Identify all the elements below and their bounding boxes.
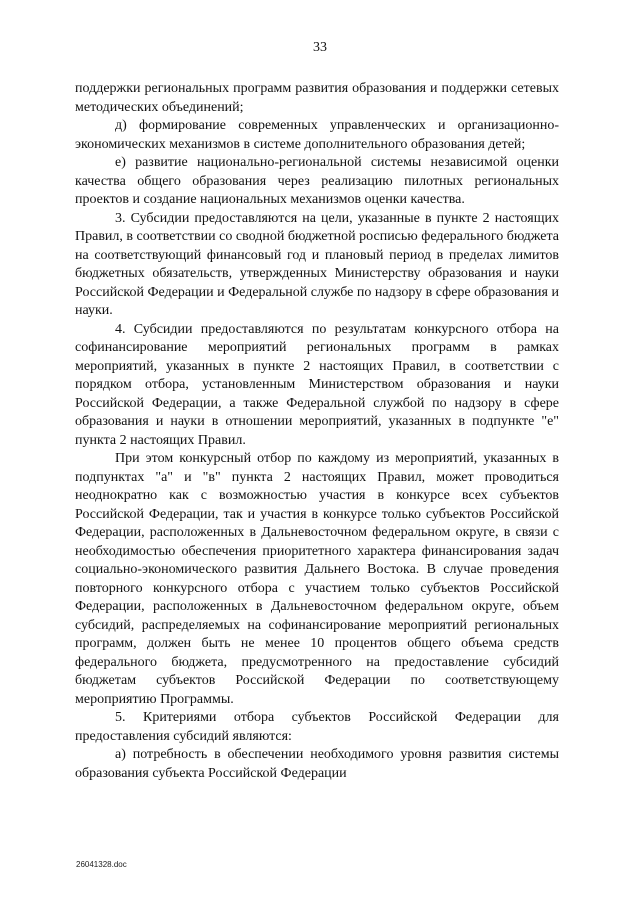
paragraph: 4. Субсидии предоставляются по результатам конкурсного отбора на софинансирование мероприятий региональных программ в рамках мероприятий, указанных в пункте 2 настоящих Правил, в соответствии с порядком отбора, установленным Министерством образования и науки Российской Федерации, а также Федеральной службой по надзору в сфере образования и науки в отношении мероприятий, указанных в подпункте "е" пункта 2 настоящих Правил. bbox=[75, 321, 559, 448]
paragraph: д) формирование современных управленческих и организационно-экономических механизмов в системе дополнительного образования детей; bbox=[75, 118, 559, 152]
paragraph: поддержки региональных программ развития образования и поддержки сетевых методических объединений; bbox=[75, 81, 559, 115]
page-number: 33 bbox=[313, 40, 327, 55]
paragraph: а) потребность в обеспечении необходимого уровня развития системы образования субъекта Российской Федерации bbox=[75, 747, 559, 781]
paragraph: 5. Критериями отбора субъектов Российской Федерации для предоставления субсидий являются: bbox=[75, 710, 559, 744]
file-name-footer: 26041328.doc bbox=[76, 860, 127, 869]
paragraph: е) развитие национально-региональной системы независимой оценки качества общего образования через реализацию пилотных региональных проектов и создание национальных механизмов оценки качества. bbox=[75, 155, 559, 207]
paragraph: 3. Субсидии предоставляются на цели, указанные в пункте 2 настоящих Правил, в соответствии со сводной бюджетной росписью федерального бюджета на соответствующий финансовый год и плановый период в пределах лимитов бюджетных обязательств, утвержденных Министерству образования и науки Российской Федерации и Федеральной службе по надзору в сфере образования и науки. bbox=[75, 210, 559, 318]
paragraph: При этом конкурсный отбор по каждому из мероприятий, указанных в подпунктах "а" и "в" пункта 2 настоящих Правил, может проводиться неоднократно как с возможностью участия в конкурсе всех субъектов Российской Федерации, так и участия в конкурсе только субъектов Российской Федерации, расположенных в Дальневосточном федеральном округе, в связи с необходимостью обеспечения приоритетного характера финансирования задач социально-экономического развития Дальнего Востока. В случае проведения повторного конкурсного отбора с участием только субъектов Российской Федерации, расположенных в Дальневосточном федеральном округе, объем субсидий, распределяемых на софинансирование мероприятий региональных программ, должен быть не менее 10 процентов общего объема средств федерального бюджета, предусмотренного на предоставление субсидий бюджетам субъектов Российской Федерации по соответствующему мероприятию Программы. bbox=[75, 451, 559, 707]
document-body bbox=[75, 80, 559, 783]
